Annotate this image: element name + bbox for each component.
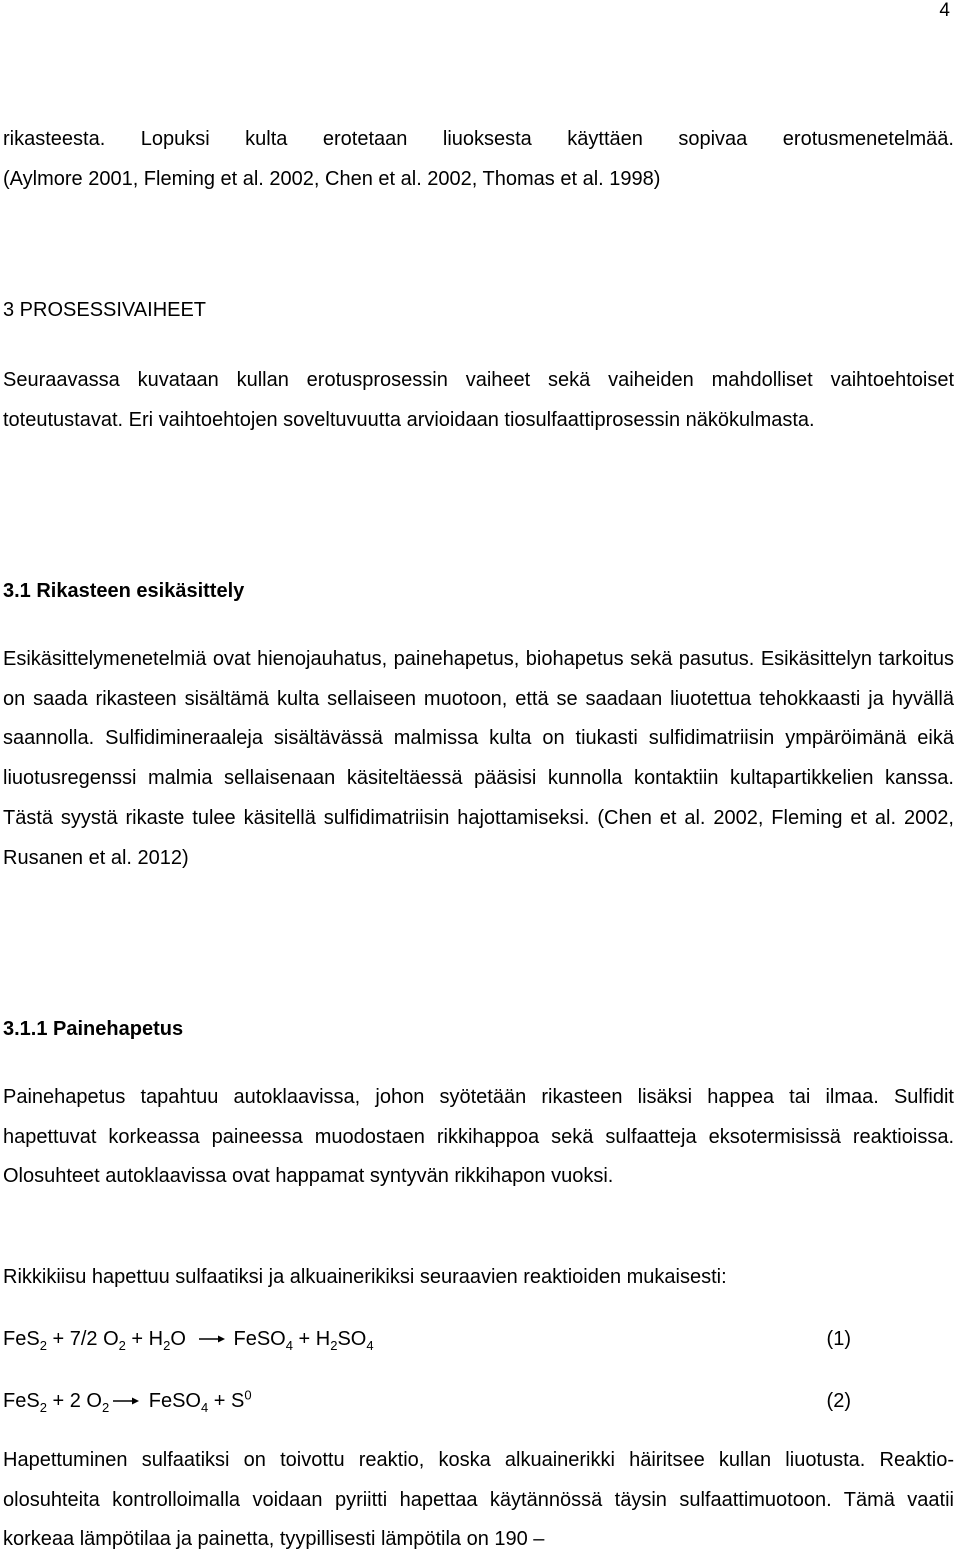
intro-line-2: (Aylmore 2001, Fleming et al. 2002, Chen et al. 2002, Thomas et al. 1998) bbox=[3, 167, 661, 190]
equation-1 bbox=[3, 1328, 851, 1358]
painehapetus-paragraph-1: Painehapetus tapahtuu autoklaavissa, johon syötetään rikasteen lisäksi happea tai ilmaa. Sulfidit hapettuvat korkeassa paineessa muodostaen rikkihappoa sekä sulfaatteja eksotermisissä reaktioissa. Olosuhteet autoklaavissa ovat happamat syntyvän rikkihapon vuoksi. bbox=[3, 1086, 954, 1188]
equation-1-formula: FeS$_2$ + 7/2 $O_2 + H_2O$ FeSO$_4$ + $H_2SO_4$ bbox=[3, 1328, 374, 1353]
equation-2-formula: FeS$_2$ + 2 $O_2$ FeSO$_4$ + $S^0$ bbox=[3, 1387, 252, 1415]
intro-line-1: rikasteesta. Lopuksi kulta erotetaan liuoksesta käyttäen sopivaa erotusmenetelmää. bbox=[3, 128, 954, 150]
intro-paragraph bbox=[3, 120, 954, 199]
section-3-paragraph: Seuraavassa kuvataan kullan erotusprosessin vaiheet sekä vaiheiden mahdolliset vaihtoehtoiset toteutustavat. Eri vaihtoehtojen soveltuvuutta arvioidaan tiosulfaattiprosessin näkökulmasta. bbox=[3, 369, 954, 431]
section-3-1-paragraph: Esikäsittelymenetelmiä ovat hienojauhatus, painehapetus, biohapetus sekä pasutus. Esikäsittelyn tarkoitus on saada rikasteen sisältämä kulta sellaiseen muotoon, että se saadaan liuotettua tehokkaasti ja hyvällä saannolla. Sulfidimineraaleja sisältävässä malmissa kulta on tiukasti sulfidimatriisin ympäröimänä eikä liuotusregenssi malmia sellaisenaan käsiteltäessä pääsisi kunnolla kontaktiin kultapartikkelien kanssa. Tästä syystä rikaste tulee käsitellä sulfidimatriisin hajottamiseksi. (Chen et al. 2002, Fleming et al. 2002, Rusanen et al. 2012) bbox=[3, 648, 954, 869]
equation-1-number: (1) bbox=[826, 1328, 851, 1350]
equation-2 bbox=[3, 1387, 851, 1420]
page-number: 4 bbox=[939, 0, 950, 21]
reaction-arrow-icon bbox=[197, 1329, 227, 1349]
reaction-arrow-icon bbox=[111, 1391, 141, 1411]
section-3-1-1-heading: 3.1.1 Painehapetus bbox=[3, 1018, 184, 1040]
section-3-heading: 3 PROSESSIVAIHEET bbox=[3, 299, 207, 321]
equation-2-number: (2) bbox=[826, 1390, 851, 1412]
painehapetus-paragraph-2: Rikkikiisu hapettuu sulfaatiksi ja alkuainerikiksi seuraavien reaktioiden mukaisesti: bbox=[3, 1266, 727, 1288]
section-3-1-heading: 3.1 Rikasteen esikäsittely bbox=[3, 580, 245, 602]
painehapetus-paragraph-3: Hapettuminen sulfaatiksi on toivottu reaktio, koska alkuainerikki häiritsee kullan liuotusta. Reaktio-olosuhteita kontrolloimalla voidaan pyriitti hapettaa käytännössä täysin sulfaattimuotoon. Tämä vaatii korkeaa lämpötilaa ja painetta, tyypillisesti lämpötila on 190 – bbox=[3, 1449, 954, 1551]
